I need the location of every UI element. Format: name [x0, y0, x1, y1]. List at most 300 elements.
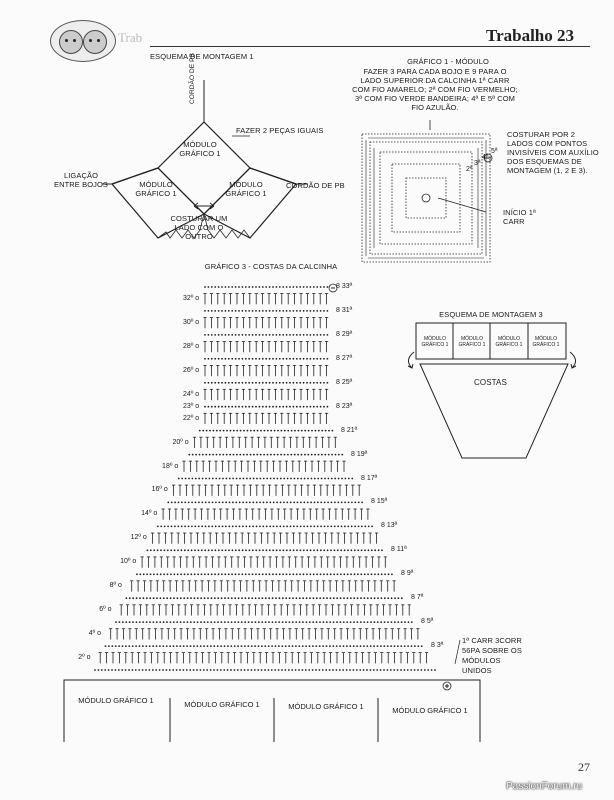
chain-stitch-mark: [219, 478, 221, 480]
chain-stitch-mark: [183, 597, 185, 599]
chain-stitch-mark: [194, 549, 196, 551]
chain-stitch-mark: [246, 502, 248, 504]
chain-stitch-mark: [346, 621, 348, 623]
chain-stitch-mark: [238, 621, 240, 623]
chain-stitch-mark: [408, 621, 410, 623]
chain-stitch-mark: [247, 430, 249, 432]
chain-stitch-mark: [229, 502, 231, 504]
chain-stitch-mark: [310, 406, 312, 408]
chain-stitch-mark: [210, 621, 212, 623]
chain-stitch-mark: [241, 645, 243, 647]
chain-stitch-mark: [358, 502, 360, 504]
chain-stitch-mark: [407, 645, 409, 647]
chain-stitch-mark: [115, 621, 117, 623]
chain-stitch-mark: [194, 573, 196, 575]
chain-stitch-mark: [233, 430, 235, 432]
chain-stitch-mark: [160, 526, 162, 528]
chain-stitch-mark: [218, 382, 220, 384]
chain-stitch-mark: [293, 549, 295, 551]
row-label-right: 8 21ª: [341, 426, 358, 434]
chain-stitch-mark: [316, 621, 318, 623]
chain-stitch-mark: [253, 430, 255, 432]
chain-stitch-mark: [296, 286, 298, 288]
chain-stitch-mark: [208, 502, 210, 504]
row-label-left: 28º o: [183, 342, 200, 350]
chain-stitch-mark: [332, 645, 334, 647]
chain-stitch-mark: [360, 573, 362, 575]
chain-stitch-mark: [228, 406, 230, 408]
chain-stitch-mark: [245, 334, 247, 336]
cordao-right-label: CORDÃO DE PB: [286, 181, 345, 190]
chain-stitch-mark: [225, 406, 227, 408]
chain-stitch-mark: [337, 526, 339, 528]
chain-stitch-mark: [193, 621, 195, 623]
chain-stitch-mark: [272, 286, 274, 288]
chain-stitch-mark: [215, 549, 217, 551]
chain-stitch-mark: [327, 382, 329, 384]
chain-stitch-mark: [292, 621, 294, 623]
chain-stitch-mark: [226, 430, 228, 432]
chain-stitch-mark: [373, 669, 375, 671]
chain-stitch-mark: [320, 573, 322, 575]
chain-stitch-mark: [391, 573, 393, 575]
chain-stitch-mark: [282, 286, 284, 288]
watermark: PassionForum.ru: [506, 781, 583, 792]
chain-stitch-mark: [260, 454, 262, 456]
chain-stitch-mark: [221, 573, 223, 575]
chain-stitch-mark: [139, 621, 141, 623]
chain-stitch-mark: [363, 645, 365, 647]
chain-stitch-mark: [313, 549, 315, 551]
chain-stitch-mark: [242, 310, 244, 312]
chain-stitch-mark: [234, 621, 236, 623]
chain-stitch-mark: [231, 358, 233, 360]
chain-stitch-mark: [361, 526, 363, 528]
chain-stitch-mark: [194, 526, 196, 528]
chain-stitch-mark: [283, 502, 285, 504]
chain-stitch-mark: [348, 478, 350, 480]
chain-stitch-mark: [397, 645, 399, 647]
chain-stitch-mark: [377, 597, 379, 599]
chain-stitch-mark: [411, 645, 413, 647]
chain-stitch-mark: [293, 382, 295, 384]
chain-stitch-mark: [208, 334, 210, 336]
chain-stitch-mark: [126, 597, 128, 599]
chain-stitch-mark: [321, 454, 323, 456]
chain-stitch-mark: [401, 621, 403, 623]
chain-stitch-mark: [275, 621, 277, 623]
chain-stitch-mark: [377, 621, 379, 623]
chain-stitch-mark: [374, 621, 376, 623]
chain-stitch-mark: [240, 669, 242, 671]
chain-stitch-mark: [289, 573, 291, 575]
chain-stitch-mark: [214, 573, 216, 575]
chain-stitch-mark: [265, 621, 267, 623]
chain-stitch-mark: [364, 573, 366, 575]
chain-stitch-mark: [225, 334, 227, 336]
chain-stitch-mark: [188, 502, 190, 504]
schema3-module: MÓDULO GRÁFICO 1: [421, 336, 449, 348]
chain-stitch-mark: [188, 478, 190, 480]
chain-stitch-mark: [299, 406, 301, 408]
chain-stitch-mark: [136, 573, 138, 575]
chain-stitch-mark: [208, 358, 210, 360]
chain-stitch-mark: [170, 549, 172, 551]
chain-stitch-mark: [197, 573, 199, 575]
chain-stitch-mark: [380, 669, 382, 671]
chain-stitch-mark: [239, 526, 241, 528]
chain-stitch-mark: [173, 597, 175, 599]
chain-stitch-mark: [205, 526, 207, 528]
chain-stitch-mark: [203, 645, 205, 647]
chain-stitch-mark: [305, 645, 307, 647]
chain-stitch-mark: [262, 526, 264, 528]
chain-stitch-mark: [329, 669, 331, 671]
chain-stitch-mark: [245, 549, 247, 551]
chain-stitch-mark: [331, 478, 333, 480]
chain-stitch-mark: [279, 358, 281, 360]
chain-stitch-mark: [289, 549, 291, 551]
chain-stitch-mark: [143, 573, 145, 575]
chain-stitch-mark: [149, 669, 151, 671]
chain-stitch-mark: [380, 621, 382, 623]
chain-stitch-mark: [225, 286, 227, 288]
chain-stitch-mark: [327, 358, 329, 360]
chain-stitch-mark: [176, 621, 178, 623]
chain-stitch-mark: [247, 669, 249, 671]
chain-stitch-mark: [316, 573, 318, 575]
chain-stitch-mark: [132, 621, 134, 623]
chain-stitch-mark: [299, 358, 301, 360]
chain-stitch-mark: [222, 502, 224, 504]
chain-stitch-mark: [218, 549, 220, 551]
chain-stitch-mark: [190, 645, 192, 647]
chain-stitch-mark: [242, 334, 244, 336]
chain-stitch-mark: [170, 621, 172, 623]
chain-stitch-mark: [220, 645, 222, 647]
chain-stitch-mark: [282, 573, 284, 575]
chain-stitch-mark: [214, 310, 216, 312]
chain-stitch-mark: [190, 573, 192, 575]
chain-stitch-mark: [235, 358, 237, 360]
chain-stitch-mark: [321, 478, 323, 480]
chain-stitch-mark: [186, 669, 188, 671]
chain-stitch-mark: [380, 645, 382, 647]
row-label-right: 8 11ª: [391, 546, 407, 554]
chain-stitch-mark: [208, 549, 210, 551]
chain-stitch-mark: [313, 382, 315, 384]
chain-stitch-mark: [221, 621, 223, 623]
chain-stitch-mark: [192, 454, 194, 456]
chain-stitch-mark: [201, 526, 203, 528]
chain-stitch-mark: [270, 478, 272, 480]
chain-stitch-mark: [299, 621, 301, 623]
chain-stitch-mark: [356, 669, 358, 671]
chain-stitch-mark: [288, 669, 290, 671]
chain-stitch-mark: [337, 573, 339, 575]
chain-stitch-mark: [277, 478, 279, 480]
chain-stitch-mark: [316, 358, 318, 360]
chain-stitch-mark: [299, 573, 301, 575]
chain-stitch-mark: [279, 526, 281, 528]
chain-stitch-mark: [358, 526, 360, 528]
chain-stitch-mark: [201, 549, 203, 551]
chain-stitch-mark: [153, 549, 155, 551]
chain-stitch-mark: [252, 382, 254, 384]
chain-stitch-mark: [149, 597, 151, 599]
chain-stitch-mark: [226, 478, 228, 480]
chain-stitch-mark: [270, 454, 272, 456]
chain-stitch-mark: [156, 645, 158, 647]
chain-stitch-mark: [331, 502, 333, 504]
chain-stitch-mark: [218, 358, 220, 360]
chain-stitch-mark: [282, 358, 284, 360]
chain-stitch-mark: [223, 430, 225, 432]
chain-stitch-mark: [303, 502, 305, 504]
chain-stitch-mark: [361, 549, 363, 551]
chain-stitch-mark: [333, 621, 335, 623]
chain-stitch-mark: [203, 669, 205, 671]
chain-stitch-mark: [377, 645, 379, 647]
chain-stitch-mark: [313, 573, 315, 575]
chain-stitch-mark: [344, 526, 346, 528]
chain-stitch-mark: [276, 334, 278, 336]
chain-stitch-mark: [301, 430, 303, 432]
chain-stitch-mark: [268, 645, 270, 647]
chain-stitch-mark: [398, 597, 400, 599]
chain-stitch-mark: [152, 645, 154, 647]
chain-stitch-mark: [297, 454, 299, 456]
chain-stitch-mark: [235, 573, 237, 575]
chain-stitch-mark: [370, 621, 372, 623]
chain-stitch-mark: [132, 645, 134, 647]
chain-stitch-mark: [400, 669, 402, 671]
chain-stitch-mark: [265, 382, 267, 384]
chain-stitch-mark: [316, 310, 318, 312]
chain-stitch-mark: [146, 621, 148, 623]
chain-stitch-mark: [283, 549, 285, 551]
chain-stitch-mark: [235, 310, 237, 312]
chain-stitch-mark: [310, 310, 312, 312]
chain-stitch-mark: [184, 573, 186, 575]
row-label-right: 8 17ª: [361, 474, 378, 482]
chain-stitch-mark: [286, 286, 288, 288]
chain-stitch-mark: [281, 430, 283, 432]
chain-stitch-mark: [332, 669, 334, 671]
chain-stitch-mark: [310, 549, 312, 551]
chain-stitch-mark: [235, 286, 237, 288]
chain-stitch-mark: [366, 645, 368, 647]
chain-stitch-mark: [319, 669, 321, 671]
chain-stitch-mark: [248, 406, 250, 408]
chain-stitch-mark: [142, 645, 144, 647]
chain-stitch-mark: [285, 669, 287, 671]
chain-stitch-mark: [334, 549, 336, 551]
chain-stitch-mark: [262, 334, 264, 336]
chain-stitch-mark: [313, 597, 315, 599]
chain-stitch-mark: [265, 597, 267, 599]
chain-stitch-mark: [390, 645, 392, 647]
chain-stitch-mark: [166, 621, 168, 623]
chain-stitch-mark: [378, 549, 380, 551]
chain-stitch-mark: [326, 645, 328, 647]
chain-stitch-mark: [340, 621, 342, 623]
chain-stitch-mark: [266, 502, 268, 504]
chain-stitch-mark: [257, 430, 259, 432]
chain-stitch-mark: [212, 478, 214, 480]
chain-stitch-mark: [211, 573, 213, 575]
chain-stitch-mark: [332, 430, 334, 432]
row-label-left: 30º o: [183, 318, 200, 326]
chain-stitch-mark: [303, 310, 305, 312]
chain-stitch-mark: [122, 645, 124, 647]
chain-stitch-mark: [356, 645, 358, 647]
chain-stitch-mark: [228, 286, 230, 288]
chain-stitch-mark: [280, 454, 282, 456]
chain-stitch-mark: [160, 597, 162, 599]
chain-stitch-mark: [238, 597, 240, 599]
bottom-module: MÓDULO GRÁFICO 1: [184, 700, 260, 709]
chain-stitch-mark: [286, 502, 288, 504]
chain-stitch-mark: [222, 478, 224, 480]
chain-stitch-mark: [327, 502, 329, 504]
chain-stitch-mark: [338, 454, 340, 456]
chain-stitch-mark: [275, 645, 277, 647]
chain-stitch-mark: [316, 286, 318, 288]
chain-stitch-mark: [290, 454, 292, 456]
chain-stitch-mark: [279, 382, 281, 384]
chain-stitch-mark: [228, 358, 230, 360]
chain-stitch-mark: [177, 526, 179, 528]
chain-stitch-mark: [334, 478, 336, 480]
chain-stitch-mark: [192, 478, 194, 480]
row-label-right: 8 25ª: [336, 378, 353, 386]
chain-stitch-mark: [215, 478, 217, 480]
chain-stitch-mark: [202, 430, 204, 432]
chain-stitch-mark: [377, 573, 379, 575]
chain-stitch-mark: [242, 286, 244, 288]
chain-stitch-mark: [249, 502, 251, 504]
chain-stitch-mark: [286, 310, 288, 312]
chain-stitch-mark: [265, 310, 267, 312]
chain-stitch-mark: [309, 573, 311, 575]
chain-stitch-mark: [282, 597, 284, 599]
chain-stitch-mark: [384, 573, 386, 575]
chain-stitch-mark: [115, 645, 117, 647]
chain-stitch-mark: [340, 573, 342, 575]
grafico1-title: GRÁFICO 1 - MÓDULO: [407, 57, 489, 66]
chain-stitch-mark: [338, 478, 340, 480]
chain-stitch-mark: [254, 645, 256, 647]
chain-stitch-mark: [258, 597, 260, 599]
chain-stitch-mark: [269, 502, 271, 504]
chain-stitch-mark: [213, 645, 215, 647]
chain-stitch-mark: [276, 286, 278, 288]
chain-stitch-mark: [296, 597, 298, 599]
chain-stitch-mark: [325, 669, 327, 671]
chain-stitch-mark: [262, 358, 264, 360]
chain-stitch-mark: [205, 478, 207, 480]
chain-stitch-mark: [183, 621, 185, 623]
chain-stitch-mark: [236, 454, 238, 456]
chain-stitch-mark: [218, 334, 220, 336]
chain-stitch-mark: [266, 526, 268, 528]
chain-stitch-mark: [300, 549, 302, 551]
chain-stitch-mark: [167, 502, 169, 504]
chain-stitch-mark: [279, 597, 281, 599]
chain-stitch-mark: [347, 597, 349, 599]
chain-stitch-mark: [329, 645, 331, 647]
chain-stitch-mark: [259, 502, 261, 504]
chain-stitch-mark: [204, 334, 206, 336]
chain-stitch-mark: [258, 621, 260, 623]
chain-stitch-mark: [211, 310, 213, 312]
chain-stitch-mark: [286, 358, 288, 360]
chain-stitch-mark: [279, 406, 281, 408]
chain-stitch-mark: [330, 597, 332, 599]
chain-stitch-mark: [195, 502, 197, 504]
chain-stitch-mark: [289, 597, 291, 599]
chain-stitch-mark: [310, 502, 312, 504]
chain-stitch-mark: [296, 549, 298, 551]
chain-stitch-mark: [204, 310, 206, 312]
chain-stitch-mark: [252, 310, 254, 312]
chain-stitch-mark: [276, 358, 278, 360]
chain-stitch-mark: [245, 382, 247, 384]
chain-stitch-mark: [264, 669, 266, 671]
chain-stitch-mark: [342, 669, 344, 671]
chain-stitch-mark: [248, 597, 250, 599]
chain-stitch-mark: [228, 573, 230, 575]
chain-stitch-mark: [181, 549, 183, 551]
row-label-left: 22º o: [183, 414, 200, 422]
chain-stitch-mark: [262, 382, 264, 384]
chain-stitch-mark: [201, 502, 203, 504]
chain-stitch-mark: [185, 478, 187, 480]
chain-stitch-mark: [263, 502, 265, 504]
row-label-left: 8º o: [109, 582, 122, 590]
chain-stitch-mark: [173, 645, 175, 647]
chain-stitch-mark: [361, 502, 363, 504]
chain-stitch-mark: [239, 502, 241, 504]
chain-stitch-mark: [150, 573, 152, 575]
chain-stitch-mark: [275, 573, 277, 575]
chain-stitch-mark: [160, 549, 162, 551]
chain-stitch-mark: [276, 382, 278, 384]
chain-stitch-mark: [241, 597, 243, 599]
chain-stitch-mark: [217, 645, 219, 647]
chain-stitch-mark: [320, 382, 322, 384]
chain-stitch-mark: [217, 669, 219, 671]
chain-stitch-mark: [303, 334, 305, 336]
chain-stitch-mark: [179, 669, 181, 671]
chain-stitch-mark: [132, 597, 134, 599]
chain-stitch-mark: [187, 597, 189, 599]
chain-stitch-mark: [164, 526, 166, 528]
chain-stitch-mark: [311, 478, 313, 480]
chain-stitch-mark: [297, 502, 299, 504]
chain-stitch-mark: [318, 430, 320, 432]
cordao-top-label: CORDÃO DE PB: [189, 52, 196, 104]
chain-stitch-mark: [157, 549, 159, 551]
chain-stitch-mark: [284, 430, 286, 432]
chain-stitch-mark: [279, 310, 281, 312]
chain-stitch-mark: [354, 502, 356, 504]
chain-stitch-mark: [190, 597, 192, 599]
chain-stitch-mark: [283, 478, 285, 480]
chain-stitch-mark: [293, 334, 295, 336]
chain-stitch-mark: [201, 573, 203, 575]
